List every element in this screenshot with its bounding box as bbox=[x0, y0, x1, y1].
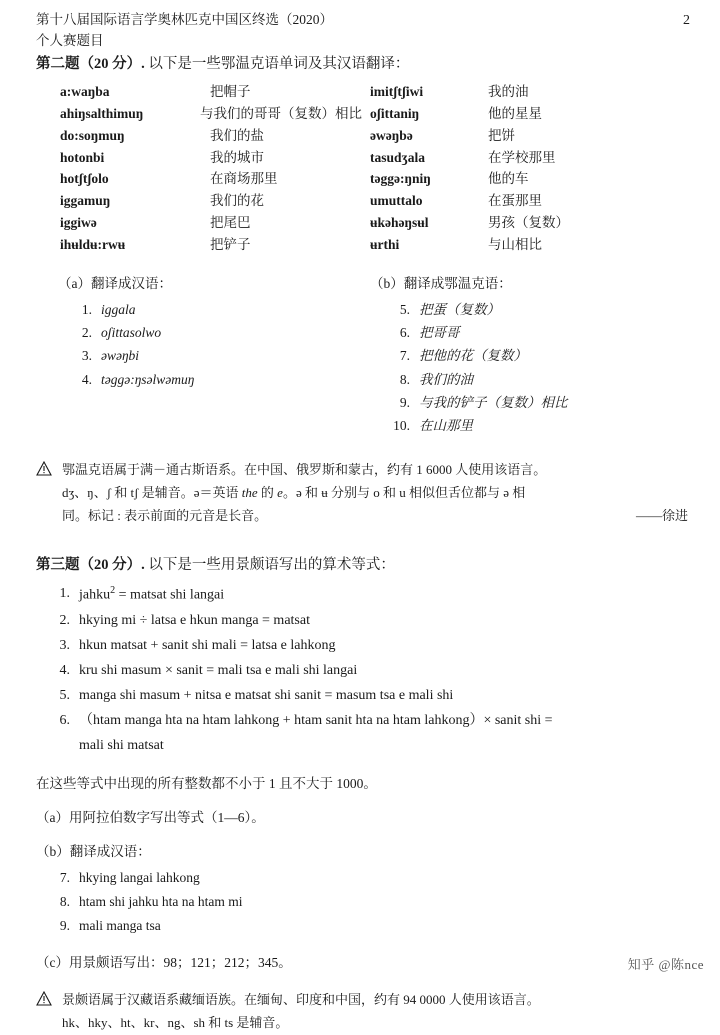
list-item-continuation bbox=[36, 734, 688, 759]
note-line-2-mid: 的 bbox=[257, 484, 278, 500]
problem-3-title bbox=[36, 553, 688, 574]
vocab-term: təggə:ŋniŋ bbox=[370, 171, 431, 187]
problem-3-part-b-label: （b）翻译成汉语： bbox=[36, 844, 151, 860]
document-content bbox=[36, 52, 688, 1035]
problem-2-lead: 以下是一些鄂温克语单词及其汉语翻译： bbox=[148, 56, 410, 72]
vocab-term: hotʃtʃolo bbox=[60, 171, 109, 187]
item-number: 4. bbox=[81, 371, 92, 387]
vocab-term: əwəŋbə bbox=[370, 127, 413, 143]
item-number: 8. bbox=[59, 894, 70, 910]
item-number: 7. bbox=[59, 870, 70, 886]
warning-triangle-icon bbox=[36, 989, 62, 1035]
vocab-translation: 把铲子 bbox=[210, 237, 251, 253]
vocab-row bbox=[370, 81, 688, 103]
item-text: （htam manga hta na htam lahkong + htam sanit hta na htam lahkong）× sanit shi = bbox=[79, 712, 553, 728]
vocab-term: iggiwə bbox=[60, 215, 97, 231]
item-text: 把蛋（复数） bbox=[419, 301, 500, 317]
vocab-translation: 在蛋那里 bbox=[488, 193, 542, 209]
header-titles bbox=[36, 10, 333, 52]
note-line-2-pre: dʒ、ŋ、ʃ 和 tʃ 是辅音。ə＝英语 bbox=[62, 484, 242, 500]
part-a-list bbox=[58, 298, 362, 391]
note-signature: ——徐进 bbox=[635, 507, 688, 523]
item-number: 9. bbox=[399, 394, 410, 410]
note-line-2-post: 。ə 和 ʉ 分别与 o 和 u 相似但舌位都与 ə 相 bbox=[282, 484, 526, 500]
problem-2-vocabulary bbox=[36, 81, 688, 256]
vocab-row bbox=[370, 168, 688, 190]
vocab-row bbox=[370, 147, 688, 169]
item-number: 1. bbox=[81, 301, 92, 317]
list-item bbox=[36, 659, 688, 684]
part-b-label: （b）翻译成鄂温克语： bbox=[370, 275, 512, 291]
vocab-term: oʃittaniŋ bbox=[370, 105, 420, 121]
problem-3-equations bbox=[36, 582, 688, 758]
vocab-translation: 我们的花 bbox=[210, 193, 264, 209]
vocab-translation: 男孩（复数） bbox=[488, 215, 569, 231]
list-item bbox=[36, 709, 688, 734]
item-text: mali manga tsa bbox=[79, 917, 161, 933]
vocab-row bbox=[60, 190, 362, 212]
page-header bbox=[36, 10, 690, 52]
problem-2-part-b bbox=[362, 272, 688, 437]
item-text: iggala bbox=[101, 301, 136, 317]
item-text: hkun matsat + sanit shi mali = latsa e lahkong bbox=[79, 637, 336, 653]
vocab-term: do:soŋmuŋ bbox=[60, 127, 125, 143]
problem-3-number: 第三题（20 分）. bbox=[36, 557, 145, 574]
list-item bbox=[36, 634, 688, 659]
vocab-term: ʉkəhəŋsʉl bbox=[370, 215, 429, 231]
list-item bbox=[58, 321, 362, 344]
vocab-translation: 与山相比 bbox=[488, 237, 542, 253]
list-item bbox=[370, 298, 688, 321]
vocab-row bbox=[370, 103, 688, 125]
vocab-row bbox=[370, 125, 688, 147]
vocab-row bbox=[370, 190, 688, 212]
vocab-row bbox=[60, 168, 362, 190]
list-item bbox=[370, 414, 688, 437]
item-text: mali shi matsat bbox=[79, 737, 164, 753]
watermark bbox=[628, 954, 704, 973]
note-line-3 bbox=[62, 505, 688, 528]
vocabulary-column-left bbox=[36, 81, 362, 256]
vocabulary-column-right bbox=[362, 81, 688, 256]
vocab-translation: 把饼 bbox=[488, 127, 515, 143]
problem-3-part-c: （c）用景颇语写出：98；121；212；345。 bbox=[36, 955, 292, 971]
page-number: 2 bbox=[683, 13, 690, 28]
item-number: 4. bbox=[59, 662, 70, 678]
problem-3-note bbox=[36, 989, 688, 1035]
item-number: 6. bbox=[59, 712, 70, 728]
note-line-3-text: 同。标记 : 表示前面的元音是长音。 bbox=[62, 507, 268, 523]
problem-2-number: 第二题（20 分）. bbox=[36, 56, 145, 72]
item-number: 2. bbox=[81, 325, 92, 341]
item-number: 10. bbox=[393, 417, 410, 433]
item-number: 6. bbox=[399, 325, 410, 341]
item-number: 5. bbox=[399, 301, 410, 317]
item-number: 1. bbox=[59, 586, 70, 602]
note-line-2 bbox=[62, 482, 688, 505]
vocab-term: ʉrthi bbox=[370, 237, 400, 253]
problem-3-lead: 以下是一些用景颇语写出的算术等式： bbox=[148, 557, 395, 574]
list-item bbox=[370, 368, 688, 391]
item-text: hkying mi ÷ latsa e hkun manga = matsat bbox=[79, 613, 310, 628]
note-line-1: 鄂温克语属于满－通古斯语系。在中国、俄罗斯和蒙古，约有 1 6000 人使用该语言。 bbox=[62, 462, 547, 478]
vocab-term: tasudʒala bbox=[370, 149, 425, 165]
watermark-text: 知乎 @陈nce bbox=[627, 957, 704, 972]
note-line-2-e: e bbox=[277, 484, 283, 500]
item-text: oʃittasolwo bbox=[101, 325, 162, 341]
header-title-line2: 个人赛题目 bbox=[36, 32, 104, 48]
item-number: 8. bbox=[399, 371, 410, 387]
list-item bbox=[58, 344, 362, 367]
vocab-translation: 他的星星 bbox=[488, 105, 542, 121]
list-item bbox=[36, 582, 688, 609]
list-item bbox=[36, 609, 688, 634]
vocab-term: iggamuŋ bbox=[60, 193, 111, 209]
item-text: hkying langai lahkong bbox=[79, 870, 200, 886]
list-item bbox=[36, 866, 688, 890]
warning-triangle-icon bbox=[36, 459, 62, 527]
list-item bbox=[36, 684, 688, 709]
item-number: 5. bbox=[59, 687, 70, 703]
part-a-label: （a）翻译成汉语： bbox=[58, 275, 172, 291]
problem-2-subquestions bbox=[36, 272, 688, 437]
problem-3-constraint: 在这些等式中出现的所有整数都不小于 1 且不大于 1000。 bbox=[36, 776, 377, 792]
list-item bbox=[58, 368, 362, 391]
vocab-translation: 他的车 bbox=[488, 171, 529, 187]
vocab-row bbox=[370, 234, 688, 256]
vocab-translation: 在学校那里 bbox=[488, 149, 556, 165]
list-item bbox=[58, 298, 362, 321]
item-number bbox=[36, 734, 79, 759]
problem-2-note bbox=[36, 459, 688, 527]
vocab-term: ihʉldʉ:rwʉ bbox=[60, 237, 126, 253]
item-text: 与我的铲子（复数）相比 bbox=[419, 394, 568, 410]
vocab-row bbox=[60, 234, 362, 256]
item-text: 把哥哥 bbox=[419, 325, 460, 341]
note-line-2: hk、hky、ht、kr、ng、sh 和 ts 是辅音。 bbox=[62, 1015, 289, 1031]
vocab-translation: 在商场那里 bbox=[210, 171, 278, 187]
list-item bbox=[36, 914, 688, 938]
item-text: htam shi jahku hta na htam mi bbox=[79, 894, 243, 910]
vocab-row bbox=[370, 212, 688, 234]
header-title-line1: 第十八届国际语言学奥林匹克中国区终选（2020） bbox=[36, 12, 333, 27]
problem-3-part-b-list bbox=[36, 866, 688, 937]
note-line-1: 景颇语属于汉藏语系藏缅语族。在缅甸、印度和中国，约有 94 0000 人使用该语言。 bbox=[62, 992, 540, 1008]
vocab-translation: 把帽子 bbox=[210, 84, 251, 99]
item-number: 9. bbox=[59, 917, 70, 933]
vocab-term: imitʃtʃiwi bbox=[370, 84, 424, 99]
vocab-row bbox=[60, 125, 362, 147]
vocab-translation: 我们的盐 bbox=[210, 127, 264, 143]
part-b-list bbox=[370, 298, 688, 437]
problem-3-part-a: （a）用阿拉伯数字写出等式（1—6）。 bbox=[36, 810, 265, 826]
list-item bbox=[370, 321, 688, 344]
equation-tail: = matsat shi langai bbox=[115, 588, 225, 604]
list-item bbox=[36, 890, 688, 914]
item-text: kru shi masum × sanit = mali tsa e mali shi langai bbox=[79, 662, 358, 678]
item-text bbox=[79, 582, 688, 609]
item-text: təggə:ŋsəlwəmuŋ bbox=[101, 371, 195, 387]
vocab-translation: 我的油 bbox=[488, 84, 529, 99]
note-body bbox=[62, 989, 688, 1035]
vocab-row bbox=[60, 212, 362, 234]
list-item bbox=[370, 344, 688, 367]
equation-exponent: 2 bbox=[110, 585, 116, 597]
vocab-row bbox=[60, 103, 362, 125]
vocab-term: ahiŋsalthimuŋ bbox=[60, 105, 144, 121]
vocab-term: umuttalo bbox=[370, 193, 423, 209]
note-line-2-italic: the bbox=[241, 484, 258, 500]
vocab-translation: 我的城市 bbox=[210, 149, 264, 165]
vocab-translation: 与我们的哥哥（复数）相比 bbox=[200, 105, 362, 121]
vocab-row bbox=[60, 147, 362, 169]
item-number: 3. bbox=[59, 637, 70, 653]
list-item bbox=[370, 391, 688, 414]
vocab-translation: 把尾巴 bbox=[210, 215, 251, 231]
vocab-term: a:waŋba bbox=[60, 84, 110, 99]
item-text: 在山那里 bbox=[419, 417, 473, 433]
note-body bbox=[62, 459, 688, 527]
equation-base: jahku bbox=[79, 588, 111, 604]
problem-2-part-a bbox=[36, 272, 362, 437]
item-text: 把他的花（复数） bbox=[419, 348, 527, 364]
item-text: manga shi masum + nitsa e matsat shi sanit = masum tsa e mali shi bbox=[79, 687, 454, 703]
item-number: 7. bbox=[399, 348, 410, 364]
problem-2-title bbox=[36, 52, 688, 73]
item-text: 我们的油 bbox=[419, 371, 473, 387]
item-number: 3. bbox=[81, 348, 92, 364]
vocab-row bbox=[60, 81, 362, 103]
vocab-term: hotonbi bbox=[60, 149, 105, 165]
item-number: 2. bbox=[59, 613, 70, 628]
item-text: əwəŋbi bbox=[101, 348, 139, 364]
